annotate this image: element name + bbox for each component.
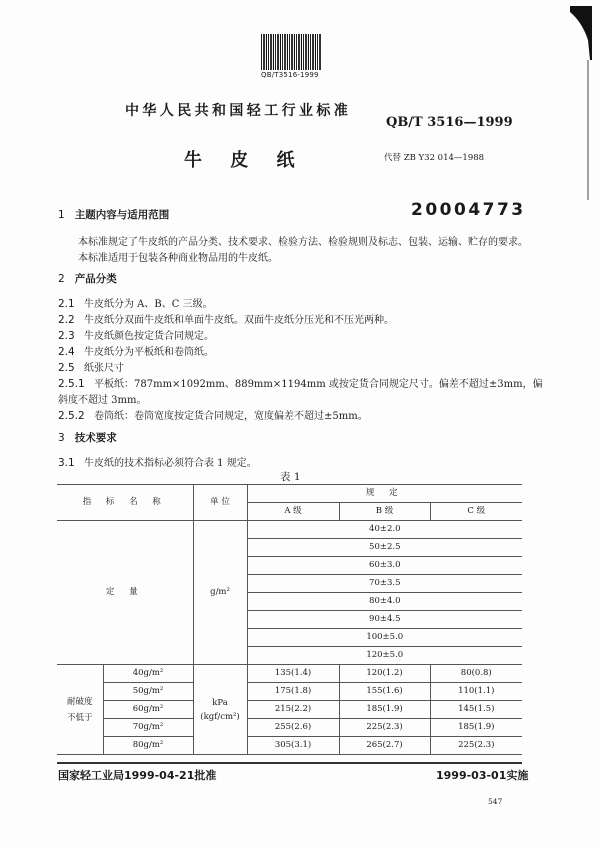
section-number: 1 xyxy=(58,209,65,221)
clause-2-5-1-continued: 斜度不超过 3mm。 xyxy=(58,395,147,406)
basis-weight-value: 60±3.0 xyxy=(247,557,522,575)
section-number: 2 xyxy=(58,273,65,285)
clause-2-3: 2.3 牛皮纸颜色按定货合同规定。 xyxy=(58,330,214,342)
burst-grammage: 50g/m² xyxy=(103,683,193,701)
section-2-heading xyxy=(58,271,117,286)
burst-grammage: 70g/m² xyxy=(103,719,193,737)
section-1-heading xyxy=(58,207,169,222)
section-1-paragraph-1: 本标准规定了牛皮纸的产品分类、技术要求、检验方法、检验规则及标志、包装、运输、贮存的要求。 xyxy=(78,237,528,248)
basis-weight-unit: g/m² xyxy=(193,521,247,665)
burst-a: 135(1.4) xyxy=(247,665,339,683)
basis-weight-value: 70±3.5 xyxy=(247,575,522,593)
burst-label: 耐破度 不低于 xyxy=(57,665,103,755)
clause-2-5-2: 2.5.2 卷筒纸：卷筒宽度按定货合同规定，宽度偏差不超过±5mm。 xyxy=(58,410,368,422)
section-3-heading xyxy=(58,430,117,445)
burst-grammage: 80g/m² xyxy=(103,737,193,755)
table-row xyxy=(57,521,522,539)
page-title: 牛 皮 纸 xyxy=(184,150,306,171)
clause-3-1: 3.1 牛皮纸的技术指标必须符合表 1 规定。 xyxy=(58,457,257,469)
header-grade-c: C 级 xyxy=(430,503,522,521)
clause-2-1: 2.1 牛皮纸分为 A、B、C 三级。 xyxy=(58,298,213,310)
burst-c: 110(1.1) xyxy=(430,683,522,701)
table-row xyxy=(57,737,522,755)
burst-unit: kPa (kgf/cm²) xyxy=(193,665,247,755)
clause-2-5: 2.5 纸张尺寸 xyxy=(58,362,124,374)
basis-weight-label: 定 量 xyxy=(57,521,193,665)
section-title: 主题内容与适用范围 xyxy=(74,209,170,221)
table-caption: 表 1 xyxy=(280,471,301,483)
page-number: 547 xyxy=(488,797,503,806)
table-row xyxy=(57,665,522,683)
burst-a: 255(2.6) xyxy=(247,719,339,737)
table-row xyxy=(57,701,522,719)
approval-note: 国家轻工业局1999-04-21批准 xyxy=(58,769,217,782)
basis-weight-value: 50±2.5 xyxy=(247,539,522,557)
burst-b: 155(1.6) xyxy=(339,683,430,701)
table-header-row xyxy=(57,485,522,503)
section-number: 3 xyxy=(58,432,65,444)
footer-divider xyxy=(57,762,522,764)
burst-grammage: 60g/m² xyxy=(103,701,193,719)
burst-b: 185(1.9) xyxy=(339,701,430,719)
replaces-note: 代替 ZB Y32 014—1988 xyxy=(384,153,485,163)
scan-edge-mark xyxy=(570,0,600,200)
basis-weight-value: 90±4.5 xyxy=(247,611,522,629)
burst-b: 265(2.7) xyxy=(339,737,430,755)
burst-a: 175(1.8) xyxy=(247,683,339,701)
section-1-paragraph-2: 本标准适用于包装各种商业物品用的牛皮纸。 xyxy=(78,253,278,264)
burst-c: 80(0.8) xyxy=(430,665,522,683)
section-title: 产品分类 xyxy=(74,273,117,285)
table-row xyxy=(57,719,522,737)
barcode-text: QB/T3516-1999 xyxy=(261,71,319,79)
table-1 xyxy=(57,484,522,755)
effective-date: 1999-03-01实施 xyxy=(436,769,529,782)
burst-c: 225(2.3) xyxy=(430,737,522,755)
document-id: 20004773 xyxy=(411,200,526,220)
clause-2-5-1: 2.5.1 平板纸：787mm×1092mm、889mm×1194mm 或按定货合同规定尺寸。偏差不超过±3mm，偏 xyxy=(58,378,543,390)
basis-weight-value: 40±2.0 xyxy=(247,521,522,539)
header-grade-a: A 级 xyxy=(247,503,339,521)
basis-weight-value: 80±4.0 xyxy=(247,593,522,611)
header-spec: 规 定 xyxy=(247,485,522,503)
burst-c: 185(1.9) xyxy=(430,719,522,737)
section-title: 技术要求 xyxy=(74,432,117,444)
burst-c: 145(1.5) xyxy=(430,701,522,719)
burst-grammage: 40g/m² xyxy=(103,665,193,683)
clause-2-2: 2.2 牛皮纸分双面牛皮纸和单面牛皮纸。双面牛皮纸分压光和不压光两种。 xyxy=(58,314,394,326)
basis-weight-value: 120±5.0 xyxy=(247,647,522,665)
table-row xyxy=(57,683,522,701)
header-grade-b: B 级 xyxy=(339,503,430,521)
header-unit: 单 位 xyxy=(193,485,247,521)
barcode xyxy=(261,34,321,70)
burst-a: 215(2.2) xyxy=(247,701,339,719)
burst-b: 120(1.2) xyxy=(339,665,430,683)
burst-a: 305(3.1) xyxy=(247,737,339,755)
basis-weight-value: 100±5.0 xyxy=(247,629,522,647)
standard-number: QB/T 3516—1999 xyxy=(386,115,513,130)
burst-b: 225(2.3) xyxy=(339,719,430,737)
org-title: 中华人民共和国轻工行业标准 xyxy=(125,103,352,119)
header-indicator: 指 标 名 称 xyxy=(57,485,193,521)
clause-2-4: 2.4 牛皮纸分为平板纸和卷筒纸。 xyxy=(58,346,214,358)
